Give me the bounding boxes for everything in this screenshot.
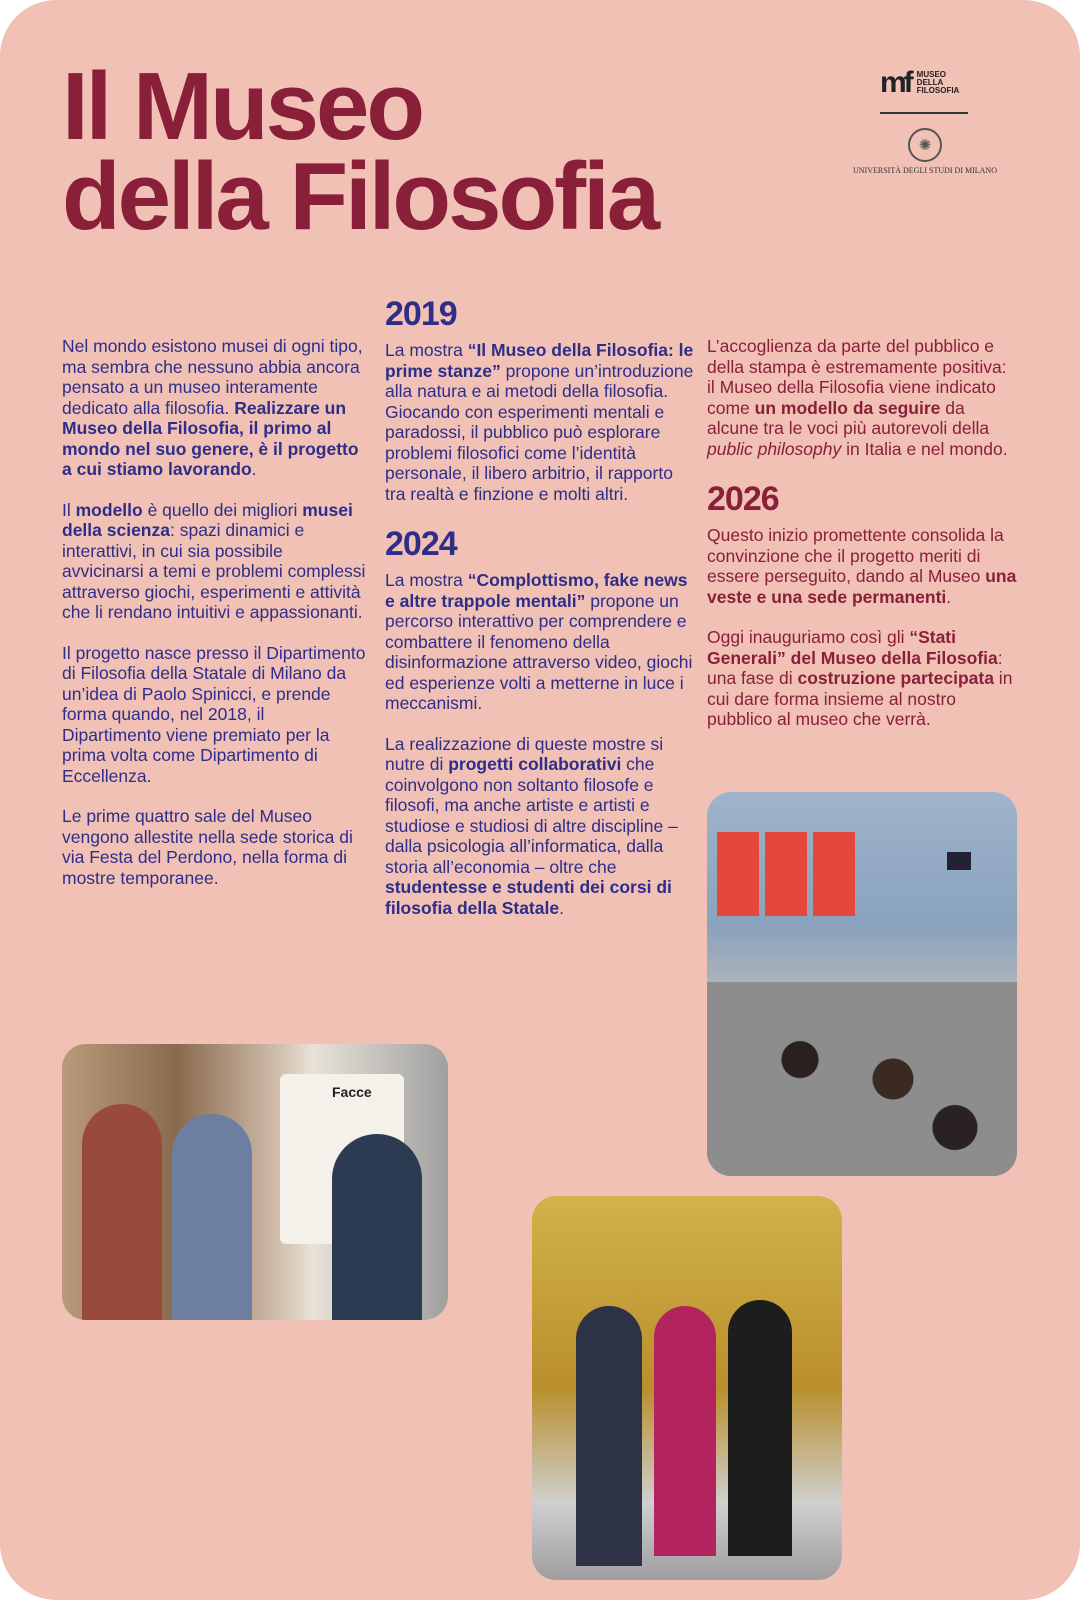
- bold-text: progetti collaborativi: [448, 754, 622, 774]
- bold-text: costruzione partecipata: [797, 668, 994, 688]
- page-title: [62, 53, 658, 250]
- text: che coinvolgono non soltanto filosofe e filosofi, ma anche artiste e artisti e studiose e studiosi di altre discipline – dalla psicologia all’informatica, dalla storia all’economia – oltre che: [385, 754, 678, 877]
- text: propone un percorso interattivo per comprendere e combattere il fenomeno della disinformazione attraverso video, giochi ed esperienze volti a metterne in luce i meccanismi.: [385, 590, 693, 713]
- logo-divider: [880, 112, 968, 114]
- model-paragraph: [62, 500, 368, 623]
- year-2026: 2026: [707, 480, 779, 518]
- exhibit-2019-paragraph: [385, 340, 695, 504]
- text: La mostra: [385, 570, 468, 590]
- text: è quello dei migliori: [142, 499, 303, 520]
- text: Il: [62, 499, 76, 520]
- text: in cui dare forma insieme al nostro pubblico al museo che verrà.: [707, 668, 1013, 729]
- column-history: [385, 294, 695, 938]
- photo-team: [532, 1196, 842, 1580]
- text: .: [559, 897, 564, 918]
- mf-line-2: DELLA: [916, 78, 944, 87]
- bold-text: “Stati Generali” del Museo della Filosofia: [707, 627, 998, 668]
- person-figure: [654, 1306, 716, 1556]
- fresco-figure: [82, 1104, 162, 1320]
- mf-logo-text: [917, 71, 960, 95]
- facce-label: Facce: [332, 1084, 372, 1100]
- mf-line-3: FILOSOFIA: [916, 86, 960, 95]
- mf-mark: mf: [880, 66, 911, 99]
- text: : una fase di: [707, 647, 1003, 688]
- university-seal-icon: ✺: [908, 128, 942, 162]
- photo-audience: [707, 792, 1017, 1176]
- text: in Italia e nel mondo.: [841, 438, 1008, 459]
- museo-filosofia-logo: [880, 66, 1000, 100]
- screen: [947, 852, 971, 870]
- origin-paragraph: Il progetto nasce presso il Dipartimento di Filosofia della Statale di Milano da un’idea di Paolo Spinicci, e prende forma quando, nel 2018, il Dipartimento viene premiato per la prima volta come Dipartimento di Eccellenza.: [62, 642, 366, 786]
- rooms-paragraph: Le prime quattro sale del Museo vengono allestite nella sede storica di via Festa del Perdono, nella forma di mostre temporanee.: [62, 806, 353, 888]
- column-intro: [62, 336, 368, 908]
- university-name: UNIVERSITÀ DEGLI STUDI DI MILANO: [853, 166, 997, 175]
- bold-text: Realizzare un Museo della Filosofia, il primo al mondo nel suo genere, è il progetto a cui stiamo lavorando: [62, 397, 359, 479]
- year-2019: 2019: [385, 295, 457, 333]
- text: da alcune tra le voci più autorevoli della: [707, 397, 990, 438]
- person-figure: [728, 1300, 792, 1556]
- text: Oggi inauguriamo così gli: [707, 627, 910, 647]
- column-future: [707, 336, 1017, 750]
- text: Questo inizio promettente consolida la convinzione che il progetto meriti di essere perseguito, dando al Museo: [707, 525, 1004, 586]
- logos: [850, 66, 1000, 175]
- text: Nel mondo esistono musei di ogni tipo, ma sembra che nessuno abbia ancora pensato a un museo interamente dedicato alla filosofia.: [62, 336, 363, 418]
- year-2024: 2024: [385, 525, 457, 563]
- intro-paragraph: [62, 336, 368, 480]
- text: .: [251, 459, 257, 479]
- bold-text: studentesse e studenti dei corsi di filosofia della Statale: [385, 877, 672, 918]
- bold-text: musei della scienza: [62, 499, 353, 540]
- stati-generali-paragraph: [707, 627, 1017, 730]
- bold-text: una veste e una sede permanenti: [707, 566, 1017, 607]
- text: La mostra: [385, 340, 468, 360]
- title-line-1: Il Museo: [62, 53, 423, 160]
- bold-text: “Il Museo della Filosofia: le prime stanze”: [385, 340, 694, 381]
- exhibit-panel: [717, 832, 759, 916]
- text: : spazi dinamici e interattivi, in cui sia possibile avvicinarsi a temi e problemi complessi attraverso giochi, esperimenti e attività che li rendano intuitivi e appassionanti.: [62, 520, 366, 622]
- photo-facce-exhibit: [62, 1044, 448, 1320]
- text: .: [946, 586, 952, 607]
- bold-text: un modello da seguire: [754, 397, 941, 418]
- bold-text: “Complottismo, fake news e altre trappole mentali”: [385, 570, 688, 611]
- bold-text: modello: [75, 499, 143, 520]
- exhibit-panel: [813, 832, 855, 916]
- exhibit-2024-paragraph: [385, 570, 695, 714]
- exhibit-panel: [765, 832, 807, 916]
- title-line-2: della Filosofia: [62, 143, 658, 250]
- person-figure: [576, 1306, 642, 1566]
- fresco-figure: [172, 1114, 252, 1320]
- reception-paragraph: [707, 336, 1017, 459]
- visitor-figure: [332, 1134, 422, 1320]
- mf-line-1: MUSEO: [916, 70, 947, 79]
- text: La realizzazione di queste mostre si nutre di: [385, 733, 664, 774]
- text: propone un’introduzione alla natura e ai metodi della filosofia. Giocando con esperimenti mentali e paradossi, il pubblico può esplorare problemi filosofici come l’identità personale, il libero arbitrio, il rapporto tra realtà e finzione e molti altri.: [385, 360, 694, 504]
- future-paragraph: [707, 525, 1017, 607]
- seated-audience: [707, 982, 1017, 1176]
- italic-text: public philosophy: [707, 438, 842, 459]
- collaboration-paragraph: [385, 734, 695, 919]
- text: L’accoglienza da parte del pubblico e della stampa è estremamente positiva: il Museo della Filosofia viene indicato come: [707, 336, 1007, 418]
